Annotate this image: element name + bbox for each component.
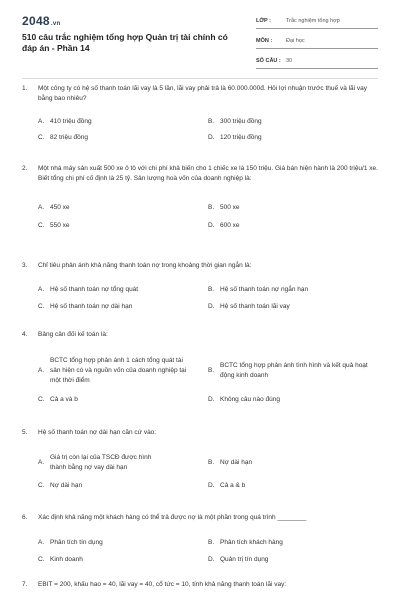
option-text: 450 xe xyxy=(50,203,70,211)
question-text: Một công ty có hệ số thanh toán lãi vay là 5 lần, lãi vay phải trả là 60.000.000đ. Hỏi lợi nhuận trước thuế và lãi vay bằng bao nhiêu? xyxy=(38,85,368,102)
option-letter: D. xyxy=(208,396,215,403)
option-c[interactable] xyxy=(38,479,208,493)
lop-label: LỚP : xyxy=(256,18,271,24)
question-number: 4. xyxy=(22,331,28,338)
option-text: Hệ số thanh toán nợ tổng quát xyxy=(50,286,139,293)
question-number: 2. xyxy=(22,165,28,172)
question-number: 7. xyxy=(22,581,28,588)
option-letter: A. xyxy=(38,203,45,211)
option-letter: A. xyxy=(38,367,45,374)
option-c[interactable] xyxy=(38,219,208,233)
option-letter: C. xyxy=(38,396,45,403)
document-header xyxy=(0,0,400,70)
option-d[interactable] xyxy=(208,479,378,493)
option-letter: B. xyxy=(208,367,215,374)
option-text: 600 xe xyxy=(220,222,240,229)
option-letter: D. xyxy=(208,134,215,141)
option-b[interactable] xyxy=(208,113,378,131)
option-b[interactable] xyxy=(208,349,378,393)
question-1 xyxy=(22,84,378,145)
meta-row-mon xyxy=(256,34,378,49)
option-text: Nợ dài hạn xyxy=(220,459,253,466)
meta-box xyxy=(256,14,378,74)
option-text: 410 triệu đồng xyxy=(50,118,92,125)
option-d[interactable] xyxy=(208,219,378,233)
option-a[interactable] xyxy=(38,533,208,553)
option-letter: D. xyxy=(208,222,215,229)
question-number: 6. xyxy=(22,514,28,521)
option-text: Cả a & b xyxy=(220,482,246,489)
option-text: 82 triệu đồng xyxy=(50,134,88,141)
option-letter: A. xyxy=(38,459,45,466)
option-c[interactable] xyxy=(38,131,208,145)
meta-row-socau xyxy=(256,54,378,69)
option-d[interactable] xyxy=(208,131,378,145)
header-divider xyxy=(22,78,378,79)
option-letter: C. xyxy=(38,556,45,563)
option-text: Giá trị còn lại của TSCĐ được hình thành bằng nợ vay dài hạn xyxy=(50,454,152,471)
option-a[interactable] xyxy=(38,280,208,300)
option-b[interactable] xyxy=(208,196,378,219)
question-3 xyxy=(22,261,378,314)
option-text: Kinh doanh xyxy=(50,556,83,563)
option-letter: C. xyxy=(38,303,45,310)
option-text: 120 triệu đồng xyxy=(220,134,262,141)
option-text: Quản trị tín dụng xyxy=(220,556,269,563)
question-2 xyxy=(22,164,378,233)
option-letter: B. xyxy=(208,118,215,125)
site-logo[interactable] xyxy=(22,14,60,28)
mon-value: Đại học xyxy=(286,38,305,44)
mon-label: MÔN : xyxy=(256,38,273,44)
question-5 xyxy=(22,428,378,493)
meta-row-lop xyxy=(256,14,378,29)
option-letter: C. xyxy=(38,134,45,141)
option-b[interactable] xyxy=(208,533,378,553)
option-d[interactable] xyxy=(208,393,378,407)
option-a[interactable] xyxy=(38,349,208,393)
option-a[interactable] xyxy=(38,196,208,219)
logo-text: 2048 xyxy=(22,14,50,28)
option-text: Nợ dài hạn xyxy=(50,482,83,489)
option-letter: D. xyxy=(208,303,215,310)
option-c[interactable] xyxy=(38,553,208,567)
question-text: Xác định khả năng một khách hàng có thể trả được nợ là một phần trong quá trình ________ xyxy=(38,514,307,521)
question-text: Chỉ tiêu phản ánh khả năng thanh toán nợ trong khoảng thời gian ngắn là: xyxy=(38,262,252,269)
option-a[interactable] xyxy=(38,447,208,479)
option-text: Hệ số thanh toán nợ dài hạn xyxy=(50,303,133,310)
option-letter: A. xyxy=(38,118,45,125)
option-d[interactable] xyxy=(208,300,378,314)
option-letter: D. xyxy=(208,482,215,489)
option-letter: A. xyxy=(38,539,45,546)
socau-value: 30 xyxy=(286,58,293,64)
question-4 xyxy=(22,330,378,407)
option-text: Hệ số thanh toán nợ ngắn hạn xyxy=(220,286,309,293)
question-number: 5. xyxy=(22,429,28,436)
option-b[interactable] xyxy=(208,447,378,479)
option-text: 300 triệu đồng xyxy=(220,118,262,125)
option-letter: C. xyxy=(38,482,45,489)
option-a[interactable] xyxy=(38,113,208,131)
option-letter: A. xyxy=(38,286,45,293)
option-text: Phân tích tín dụng xyxy=(50,539,103,546)
option-text: BCTC tổng hợp phản ánh 1 cách tổng quát tài sản hiện có và nguồn vốn của doanh nghiệp tại một thời điểm xyxy=(50,357,187,384)
option-text: Cả a và b xyxy=(50,396,78,403)
option-letter: B. xyxy=(208,286,215,293)
option-text: BCTC tổng hợp phản ánh tình hình và kết quả hoạt động kinh doanh xyxy=(220,362,368,379)
option-letter: C. xyxy=(38,222,45,229)
option-letter: B. xyxy=(208,203,215,211)
option-b[interactable] xyxy=(208,280,378,300)
question-text: Hệ số thanh toán nợ dài hạn căn cứ vào: xyxy=(38,429,157,436)
question-text: EBIT = 200, khấu hao = 40, lãi vay = 40, cổ tức = 10, tính khả năng thanh toán lãi vay: xyxy=(38,581,287,588)
question-6 xyxy=(22,513,378,567)
option-c[interactable] xyxy=(38,300,208,314)
option-text: 500 xe xyxy=(220,203,240,211)
option-text: Không câu nào đúng xyxy=(220,396,280,403)
question-text: Một nhà máy sản xuất 500 xe ô tô với chi phí khả biến cho 1 chiếc xe là 150 triệu. Giá bán hiện hành là 200 triệu/1 xe. Biết tổng chi phí cố định là 25 tỷ. Sản lượng hoà vốn của doanh nghiệp là: xyxy=(38,165,378,182)
socau-label: SỐ CÂU : xyxy=(256,58,281,64)
question-number: 3. xyxy=(22,262,28,269)
question-number: 1. xyxy=(22,85,28,92)
question-text: Bảng cân đối kế toán là: xyxy=(38,331,108,338)
option-letter: B. xyxy=(208,539,215,546)
lop-value: Trắc nghiệm tổng hợp xyxy=(286,18,340,24)
option-text: 550 xe xyxy=(50,222,70,229)
option-text: Hệ số thanh toán lãi vay xyxy=(220,303,290,310)
question-7 xyxy=(22,580,378,590)
option-c[interactable] xyxy=(38,393,208,407)
logo-suffix: .vn xyxy=(50,21,61,27)
option-text: Phân tích khách hàng xyxy=(220,539,283,546)
option-letter: D. xyxy=(208,556,215,563)
document-title: 510 câu trắc nghiệm tổng hợp Quản trị tài chính có đáp án - Phần 14 xyxy=(22,32,228,53)
option-d[interactable] xyxy=(208,553,378,567)
option-letter: B. xyxy=(208,459,215,466)
